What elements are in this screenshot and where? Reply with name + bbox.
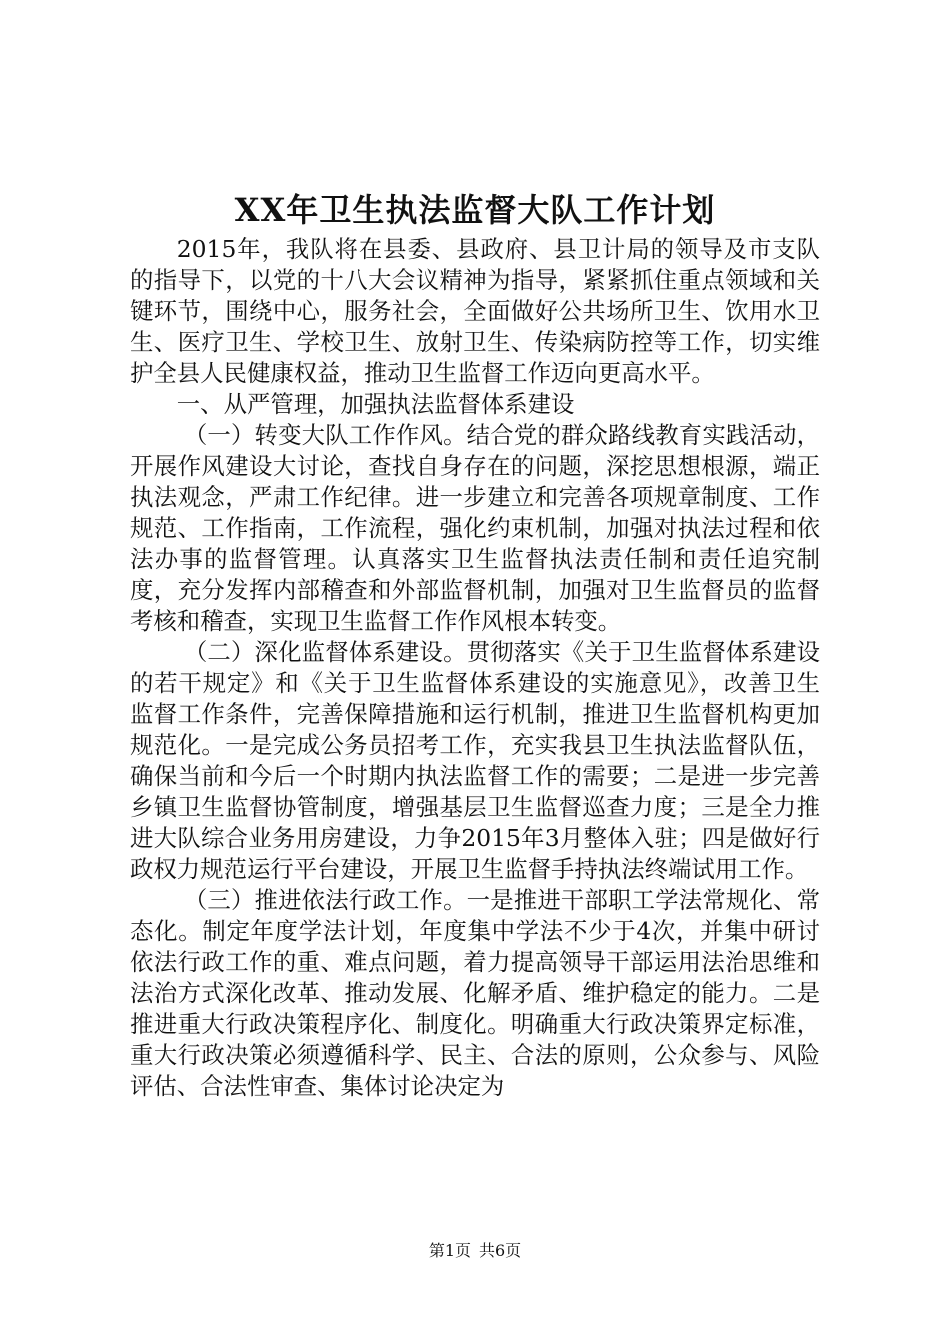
intro-paragraph: 2015年，我队将在县委、县政府、县卫计局的领导及市支队的指导下，以党的十八大会议精神为指导，紧紧抓住重点领域和关键环节，围绕中心，服务社会，全面做好公共场所卫生、饮用水卫生、医疗卫生、学校卫生、放射卫生、传染病防控等工作，切实维护全县人民健康权益，推动卫生监督工作迈向更高水平。 (130, 235, 820, 387)
subsection-paragraph-3: （三）推进依法行政工作。一是推进干部职工学法常规化、常态化。制定年度学法计划，年度集中学法不少于4次，并集中研讨依法行政工作的重、难点问题，着力提高领导干部运用法治思维和法治方式深化改革、推动发展、化解矛盾、维护稳定的能力。二是推进重大行政决策程序化、制度化。明确重大行政决策界定标准，重大行政决策必须遵循科学、民主、合法的原则，公众参与、风险评估、合法性审查、集体讨论决定为 (130, 886, 820, 1100)
document-title: XX年卫生执法监督大队工作计划 (234, 191, 716, 229)
section-heading-1: 一、从严管理，加强执法监督体系建设 (176, 390, 575, 418)
page-number-current: 第1页 (428, 1241, 471, 1260)
subsection-paragraph-2: （二）深化监督体系建设。贯彻落实《关于卫生监督体系建设的若干规定》和《关于卫生监督体系建设的实施意见》，改善卫生监督工作条件，完善保障措施和运行机制，推进卫生监督机构更加规范化。一是完成公务员招考工作，充实我县卫生执法监督队伍，确保当前和今后一个时期内执法监督工作的需要；二是进一步完善乡镇卫生监督协管制度，增强基层卫生监督巡查力度；三是全力推进大队综合业务用房建设，力争2015年3月整体入驻；四是做好行政权力规范运行平台建设，开展卫生监督手持执法终端试用工作。 (130, 638, 820, 883)
subsection-paragraph-1: （一）转变大队工作作风。结合党的群众路线教育实践活动，开展作风建设大讨论，查找自身存在的问题，深挖思想根源，端正执法观念，严肃工作纪律。进一步建立和完善各项规章制度、工作规范、工作指南，工作流程，强化约束机制，加强对执法过程和依法办事的监督管理。认真落实卫生监督执法责任制和责任追究制度，充分发挥内部稽查和外部监督机制，加强对卫生监督员的监督考核和稽查，实现卫生监督工作作风根本转变。 (130, 421, 820, 635)
document-body (130, 234, 820, 1102)
page-number-total: 共6页 (479, 1241, 522, 1260)
page-footer (0, 1240, 950, 1262)
